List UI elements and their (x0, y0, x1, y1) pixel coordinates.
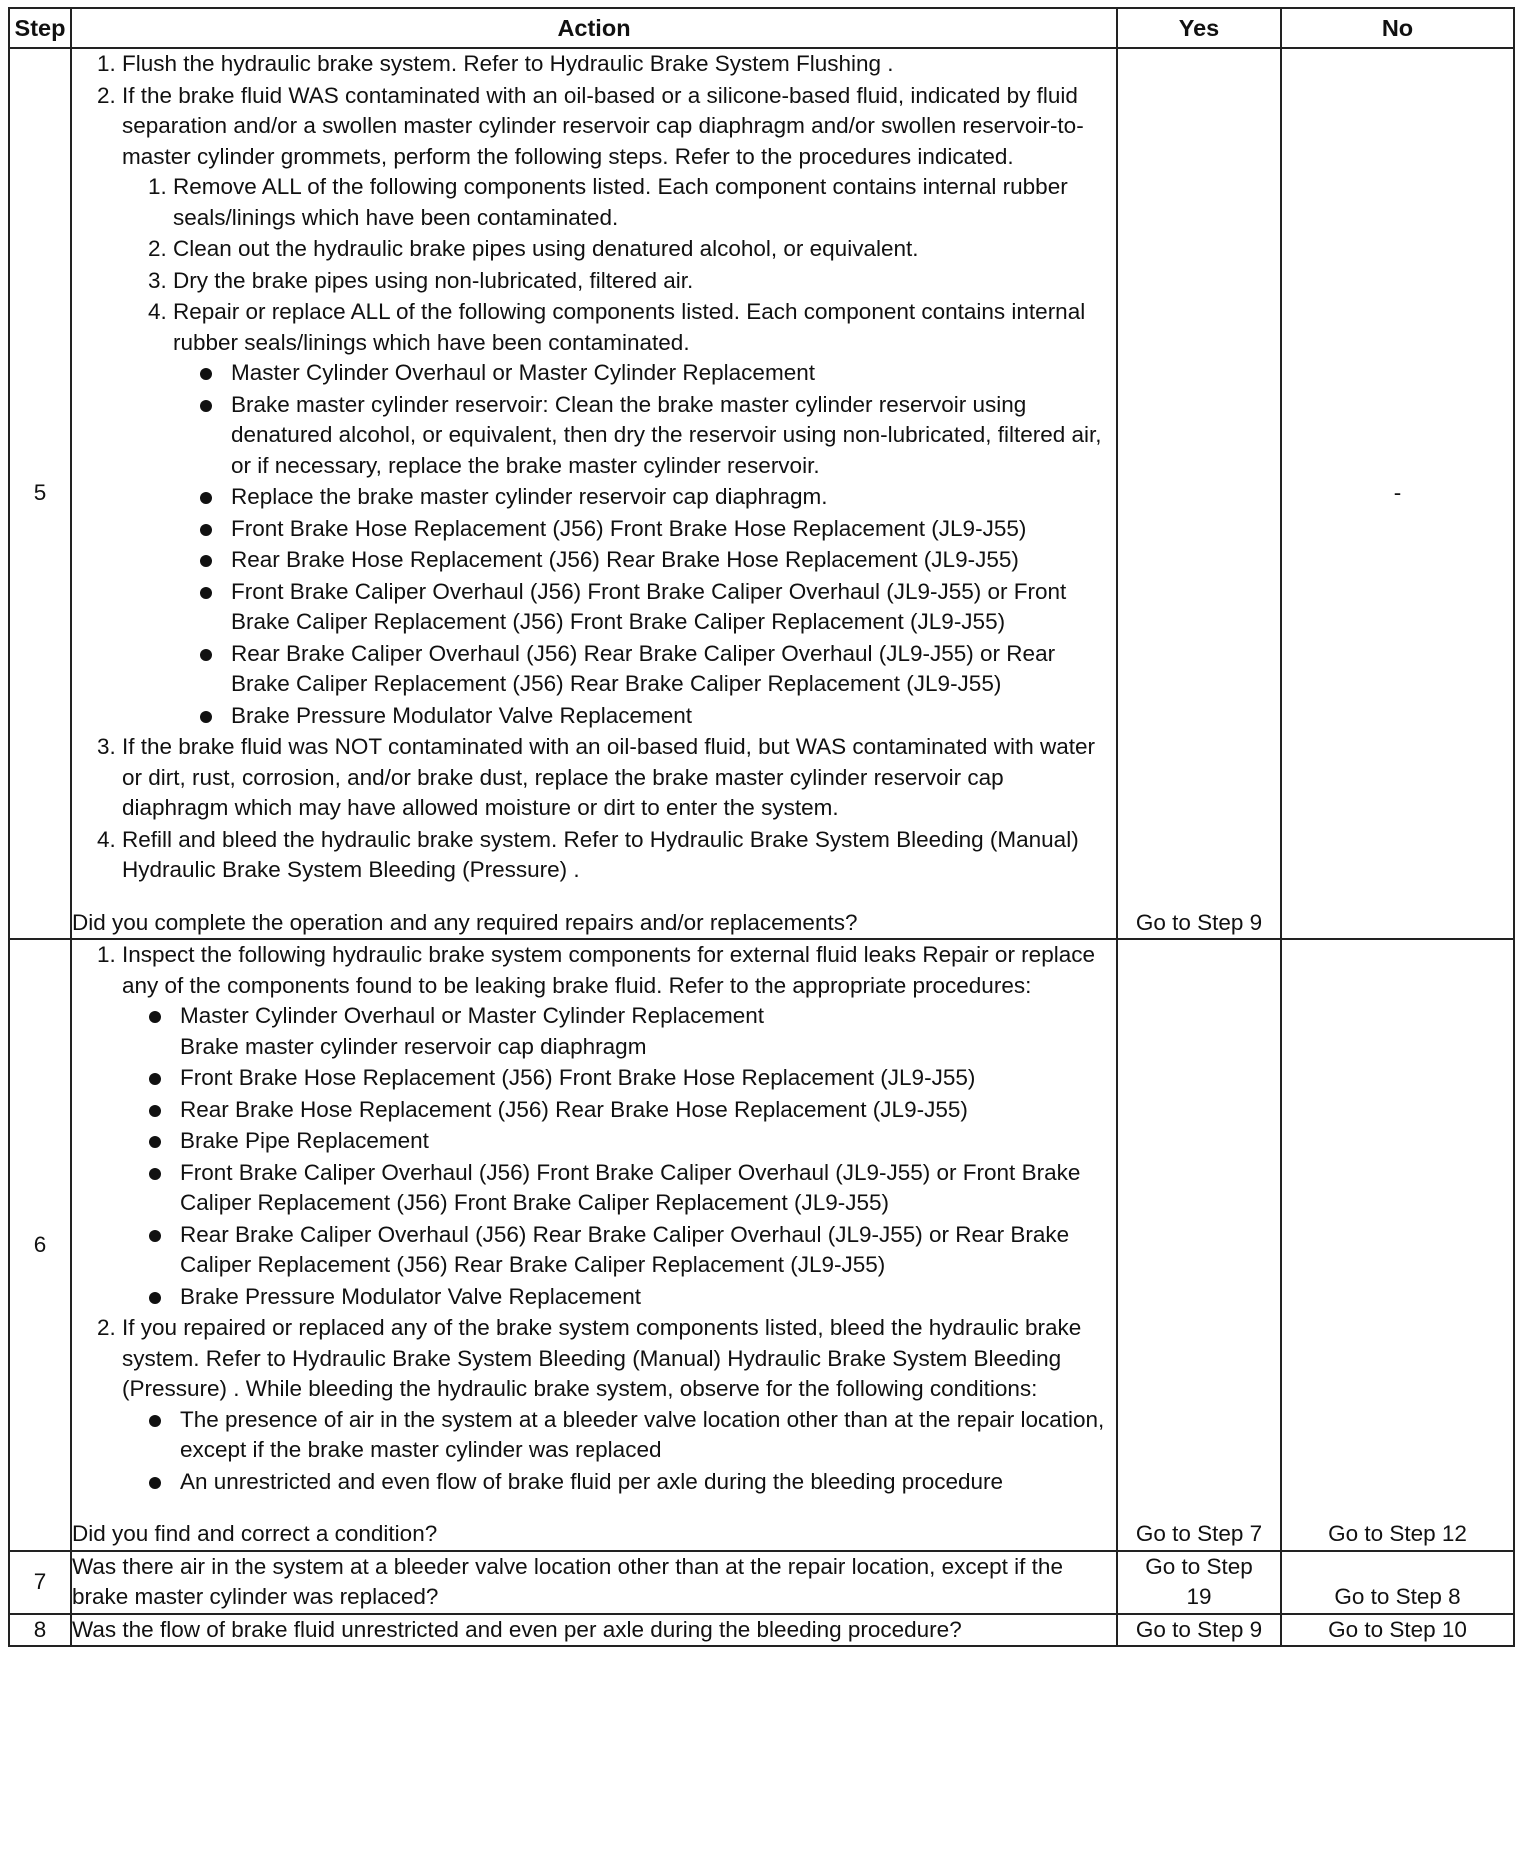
bullet-list (122, 1405, 1116, 1498)
action-list (72, 49, 1116, 886)
no-cell: Go to Step 10 (1281, 1614, 1514, 1647)
bullet-list (173, 358, 1116, 731)
yes-cell: Go to Step 7 (1117, 939, 1281, 1551)
yes-text: Go to Step (1145, 1553, 1253, 1579)
bullet-item: Front Brake Hose Replacement (J56) Front Brake Hose Replacement (JL9-J55) (231, 514, 1116, 545)
list-item (122, 1313, 1116, 1497)
bullet-item: The presence of air in the system at a bleeder valve location other than at the repair location, except if the brake master cylinder was replaced (180, 1405, 1116, 1466)
table-row-step-6 (9, 939, 1514, 1551)
yes-text-continued: 19 (1186, 1584, 1212, 1609)
list-item (122, 940, 1116, 1312)
question-text: Was there air in the system at a bleeder valve location other than at the repair location, except if the brake master cylinder was replaced? (71, 1551, 1117, 1614)
bullet-item: Front Brake Caliper Overhaul (J56) Front Brake Caliper Overhaul (JL9-J55) or Front Brake Caliper Replacement (J56) Front Brake Caliper Replacement (JL9-J55) (180, 1158, 1116, 1219)
bullet-item: Rear Brake Caliper Overhaul (J56) Rear Brake Caliper Overhaul (JL9-J55) or Rear Brake Caliper Replacement (J56) Rear Brake Caliper Replacement (JL9-J55) (231, 639, 1116, 700)
yes-cell: Go to Step 9 (1117, 1614, 1281, 1647)
list-item: 1. Flush the hydraulic brake system. Refer to Hydraulic Brake System Flushing . (122, 49, 1116, 80)
step-number: 5 (9, 48, 71, 939)
bullet-item: Brake Pipe Replacement (180, 1126, 1116, 1157)
question-text: Did you find and correct a condition? (72, 1521, 438, 1546)
no-cell: Go to Step 12 (1281, 939, 1514, 1551)
list-item-text: If you repaired or replaced any of the brake system components listed, bleed the hydraulic brake system. Refer to Hydraulic Brake System Bleeding (Manual) Hydraulic Brake System Bleeding (Pressure) . While bleeding the hydraulic brake system, observe for the following conditions: (122, 1315, 1082, 1401)
diagnostic-table (8, 7, 1515, 1647)
bullet-list (122, 1001, 1116, 1312)
header-no: No (1281, 8, 1514, 48)
sub-list (122, 172, 1116, 731)
bullet-item: Rear Brake Hose Replacement (J56) Rear Brake Hose Replacement (JL9-J55) (231, 545, 1116, 576)
header-yes: Yes (1117, 8, 1281, 48)
action-cell (71, 48, 1117, 939)
table-row-step-7 (9, 1551, 1514, 1614)
bullet-item: Master Cylinder Overhaul or Master Cylinder Replacement (231, 358, 1116, 389)
sub-list-item: 1. Remove ALL of the following components listed. Each component contains internal rubber seals/linings which have been contaminated. (173, 172, 1116, 233)
list-item: 4. Refill and bleed the hydraulic brake system. Refer to Hydraulic Brake System Bleeding (Manual) Hydraulic Brake System Bleeding (Pressure) . (122, 825, 1116, 886)
header-row (9, 8, 1514, 48)
sub-list-item: 3. Dry the brake pipes using non-lubricated, filtered air. (173, 266, 1116, 297)
action-list (72, 940, 1116, 1497)
list-item (122, 81, 1116, 732)
yes-cell: Go to Step 9 (1117, 48, 1281, 939)
bullet-item: Brake Pressure Modulator Valve Replacement (180, 1282, 1116, 1313)
step-number: 6 (9, 939, 71, 1551)
no-cell: Go to Step 8 (1281, 1551, 1514, 1614)
sub-list-item: 2. Clean out the hydraulic brake pipes using denatured alcohol, or equivalent. (173, 234, 1116, 265)
step-number: 8 (9, 1614, 71, 1647)
question-text: Was the flow of brake fluid unrestricted and even per axle during the bleeding procedure? (71, 1614, 1117, 1647)
list-item-text: If the brake fluid WAS contaminated with an oil-based or a silicone-based fluid, indicated by fluid separation and/or a swollen master cylinder reservoir cap diaphragm and/or swollen reservoir-to-master cylinder grommets, perform the following steps. Refer to the procedures indicated. (122, 82, 1084, 169)
bullet-item: Replace the brake master cylinder reservoir cap diaphragm. (231, 482, 1116, 513)
bullet-text: Master Cylinder Overhaul or Master Cylinder Replacement (180, 1003, 764, 1028)
bullet-text-continued: Brake master cylinder reservoir cap diaphragm (180, 1033, 647, 1059)
bullet-item: Rear Brake Hose Replacement (J56) Rear Brake Hose Replacement (JL9-J55) (180, 1095, 1116, 1126)
bullet-item: An unrestricted and even flow of brake fluid per axle during the bleeding procedure (180, 1467, 1116, 1498)
bullet-item: Rear Brake Caliper Overhaul (J56) Rear Brake Caliper Overhaul (JL9-J55) or Rear Brake Caliper Replacement (J56) Rear Brake Caliper Replacement (JL9-J55) (180, 1220, 1116, 1281)
sub-list-item-text: Repair or replace ALL of the following components listed. Each component contains internal rubber seals/linings which have been contaminated. (173, 299, 1086, 355)
table-row-step-8 (9, 1614, 1514, 1647)
step-number: 7 (9, 1551, 71, 1614)
sub-list-item (173, 297, 1116, 731)
question-text: Did you complete the operation and any required repairs and/or replacements? (72, 909, 858, 935)
header-step: Step (9, 8, 71, 48)
no-cell: - (1281, 48, 1514, 939)
bullet-item: Brake master cylinder reservoir: Clean the brake master cylinder reservoir using denatured alcohol, or equivalent, then dry the reservoir using non-lubricated, filtered air, or if necessary, replace the brake master cylinder reservoir. (231, 390, 1116, 482)
action-cell (71, 939, 1117, 1551)
bullet-item: Brake Pressure Modulator Valve Replacement (231, 701, 1116, 732)
yes-cell (1117, 1551, 1281, 1614)
header-action: Action (71, 8, 1117, 48)
bullet-item: Front Brake Caliper Overhaul (J56) Front Brake Caliper Overhaul (JL9-J55) or Front Brake Caliper Replacement (J56) Front Brake Caliper Replacement (JL9-J55) (231, 577, 1116, 638)
bullet-item: Front Brake Hose Replacement (J56) Front Brake Hose Replacement (JL9-J55) (180, 1063, 1116, 1094)
bullet-item (180, 1001, 1116, 1062)
table-row-step-5 (9, 48, 1514, 939)
list-item-text: Inspect the following hydraulic brake system components for external fluid leaks Repair or replace any of the components found to be leaking brake fluid. Refer to the appropriate procedures: (122, 942, 1095, 998)
list-item: 3. If the brake fluid was NOT contaminated with an oil-based fluid, but WAS contaminated with water or dirt, rust, corrosion, and/or brake dust, replace the brake master cylinder reservoir cap diaphragm which may have allowed moisture or dirt to enter the system. (122, 732, 1116, 824)
